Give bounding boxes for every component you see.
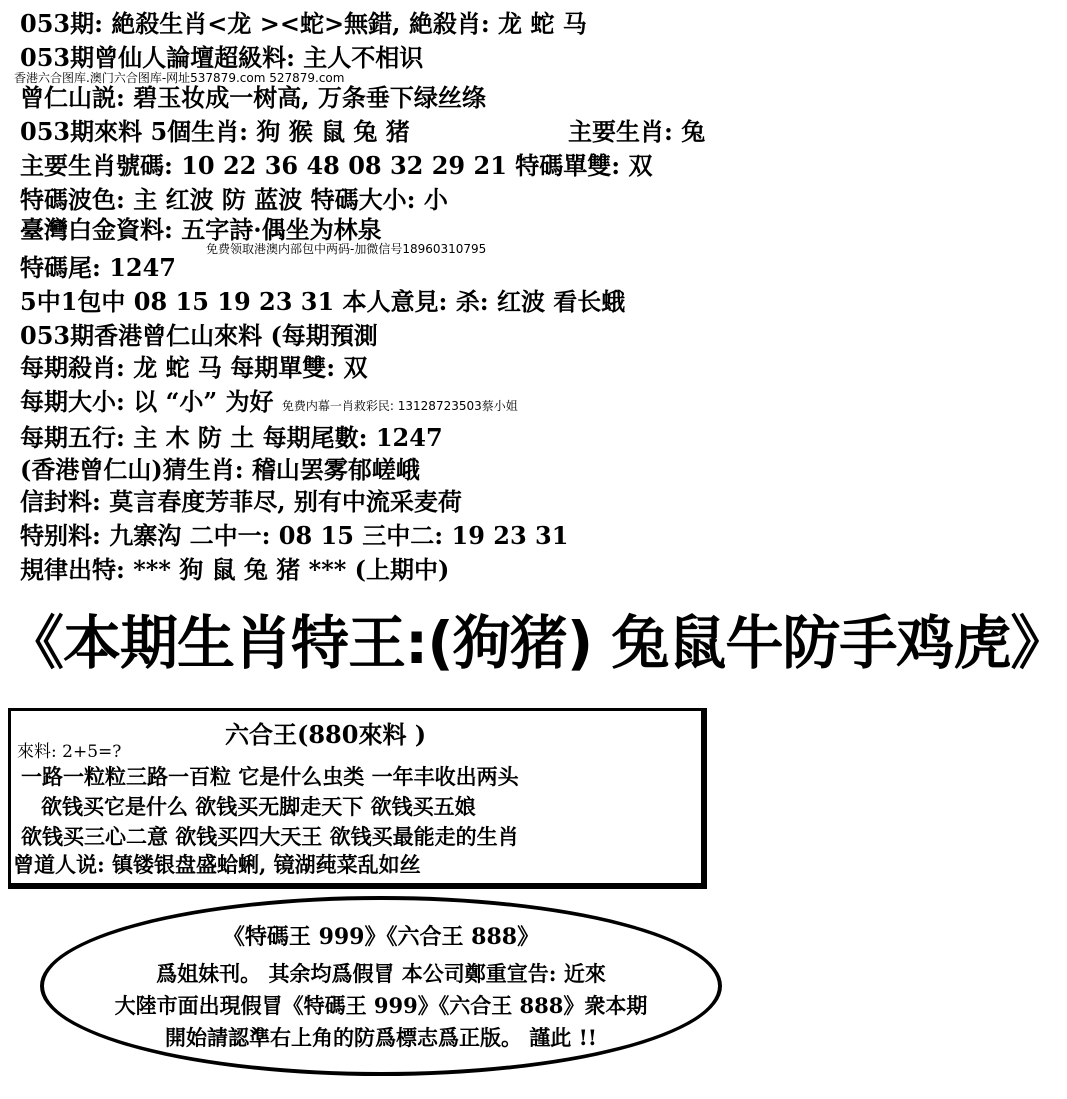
riddle-row-4: 曾道人说: 镇镂银盘盛蛤蜊, 镜湖莼菜乱如丝 bbox=[13, 852, 421, 877]
riddle-row-1: 一路一粒粒三路一百粒 它是什么虫类 一年丰收出两头 bbox=[21, 764, 519, 789]
info-line-8: 特碼尾: 1247 bbox=[20, 253, 177, 282]
promo-wechat: 免费领取港澳内部包中两码-加微信号18960310795 bbox=[206, 242, 487, 256]
info-line-15: 信封料: 莫言春度芳菲尽, 别有中流采麦荷 bbox=[20, 487, 462, 516]
promo-phone: 免费内幕一肖救彩民: 13128723503蔡小姐 bbox=[281, 399, 518, 413]
info-line-11: 每期殺肖: 龙 蛇 马 每期單雙: 双 bbox=[20, 353, 368, 382]
info-line-7: 臺灣白金資料: 五字詩·偶坐为林泉 bbox=[20, 215, 382, 244]
info-line-3: 曾仁山説: 碧玉妆成一树高, 万条垂下绿丝绦 bbox=[20, 83, 486, 112]
notice-ellipse bbox=[40, 896, 722, 1076]
info-line-16: 特别料: 九寨沟 二中一: 08 15 三中二: 19 23 31 bbox=[20, 521, 569, 550]
info-line-4: 053期來料 5個生肖: 狗 猴 鼠 兔 猪 bbox=[20, 117, 410, 146]
watermark-text: 香港六合图库.澳门六合图库-网址537879.com 527879.com bbox=[14, 71, 345, 85]
riddle-box-prompt: 來料: 2+5=? bbox=[17, 742, 122, 762]
info-line-4-right: 主要生肖: 兔 bbox=[568, 117, 706, 146]
notice-line-3: 開始請認準右上角的防爲標志爲正版。 謹此 !! bbox=[164, 1025, 598, 1050]
riddle-row-3: 欲钱买三心二意 欲钱买四大天王 欲钱买最能走的生肖 bbox=[21, 824, 519, 849]
info-line-12 bbox=[20, 387, 518, 416]
info-line-2: 053期曾仙人論壇超級料: 主人不相识 bbox=[20, 43, 424, 72]
headline-banner: 《本期生肖特王:(狗猪) 兔鼠牛防手鸡虎》 bbox=[6, 609, 1067, 677]
info-line-5: 主要生肖號碼: 10 22 36 48 08 32 29 21 特碼單雙: 双 bbox=[20, 151, 653, 180]
info-line-13: 每期五行: 主 木 防 土 每期尾數: 1247 bbox=[20, 423, 443, 452]
riddle-box bbox=[8, 708, 707, 889]
info-line-6: 特碼波色: 主 红波 防 蓝波 特碼大小: 小 bbox=[20, 185, 448, 214]
riddle-row-2: 欲钱买它是什么 欲钱买无脚走天下 欲钱买五娘 bbox=[41, 794, 476, 819]
info-line-17: 規律出特: *** 狗 鼠 兔 猪 *** (上期中) bbox=[20, 555, 450, 584]
notice-line-1: 爲姐妹刊。 其余均爲假冒 本公司鄭重宣告: 近來 bbox=[156, 961, 606, 986]
info-line-14: (香港曾仁山)猜生肖: 稽山罢雾郁嵯峨 bbox=[20, 455, 420, 484]
info-line-9: 5中1包中 08 15 19 23 31 本人意見: 杀: 红波 看长蛾 bbox=[20, 287, 626, 316]
info-line-10: 053期香港曾仁山來料 (每期預測 bbox=[20, 321, 378, 350]
riddle-box-title: 六合王(880來料 ) bbox=[225, 720, 427, 749]
notice-line-2: 大陸市面出現假冒《特碼王 999》《六合王 888》衆本期 bbox=[114, 993, 648, 1018]
info-line-1: 053期: 絶殺生肖<龙 ><蛇>無錯, 絶殺肖: 龙 蛇 马 bbox=[20, 9, 587, 38]
notice-title: 《特碼王 999》《六合王 888》 bbox=[222, 924, 540, 950]
info-line-12-text: 每期大小: 以 “小” 为好 bbox=[20, 387, 274, 416]
